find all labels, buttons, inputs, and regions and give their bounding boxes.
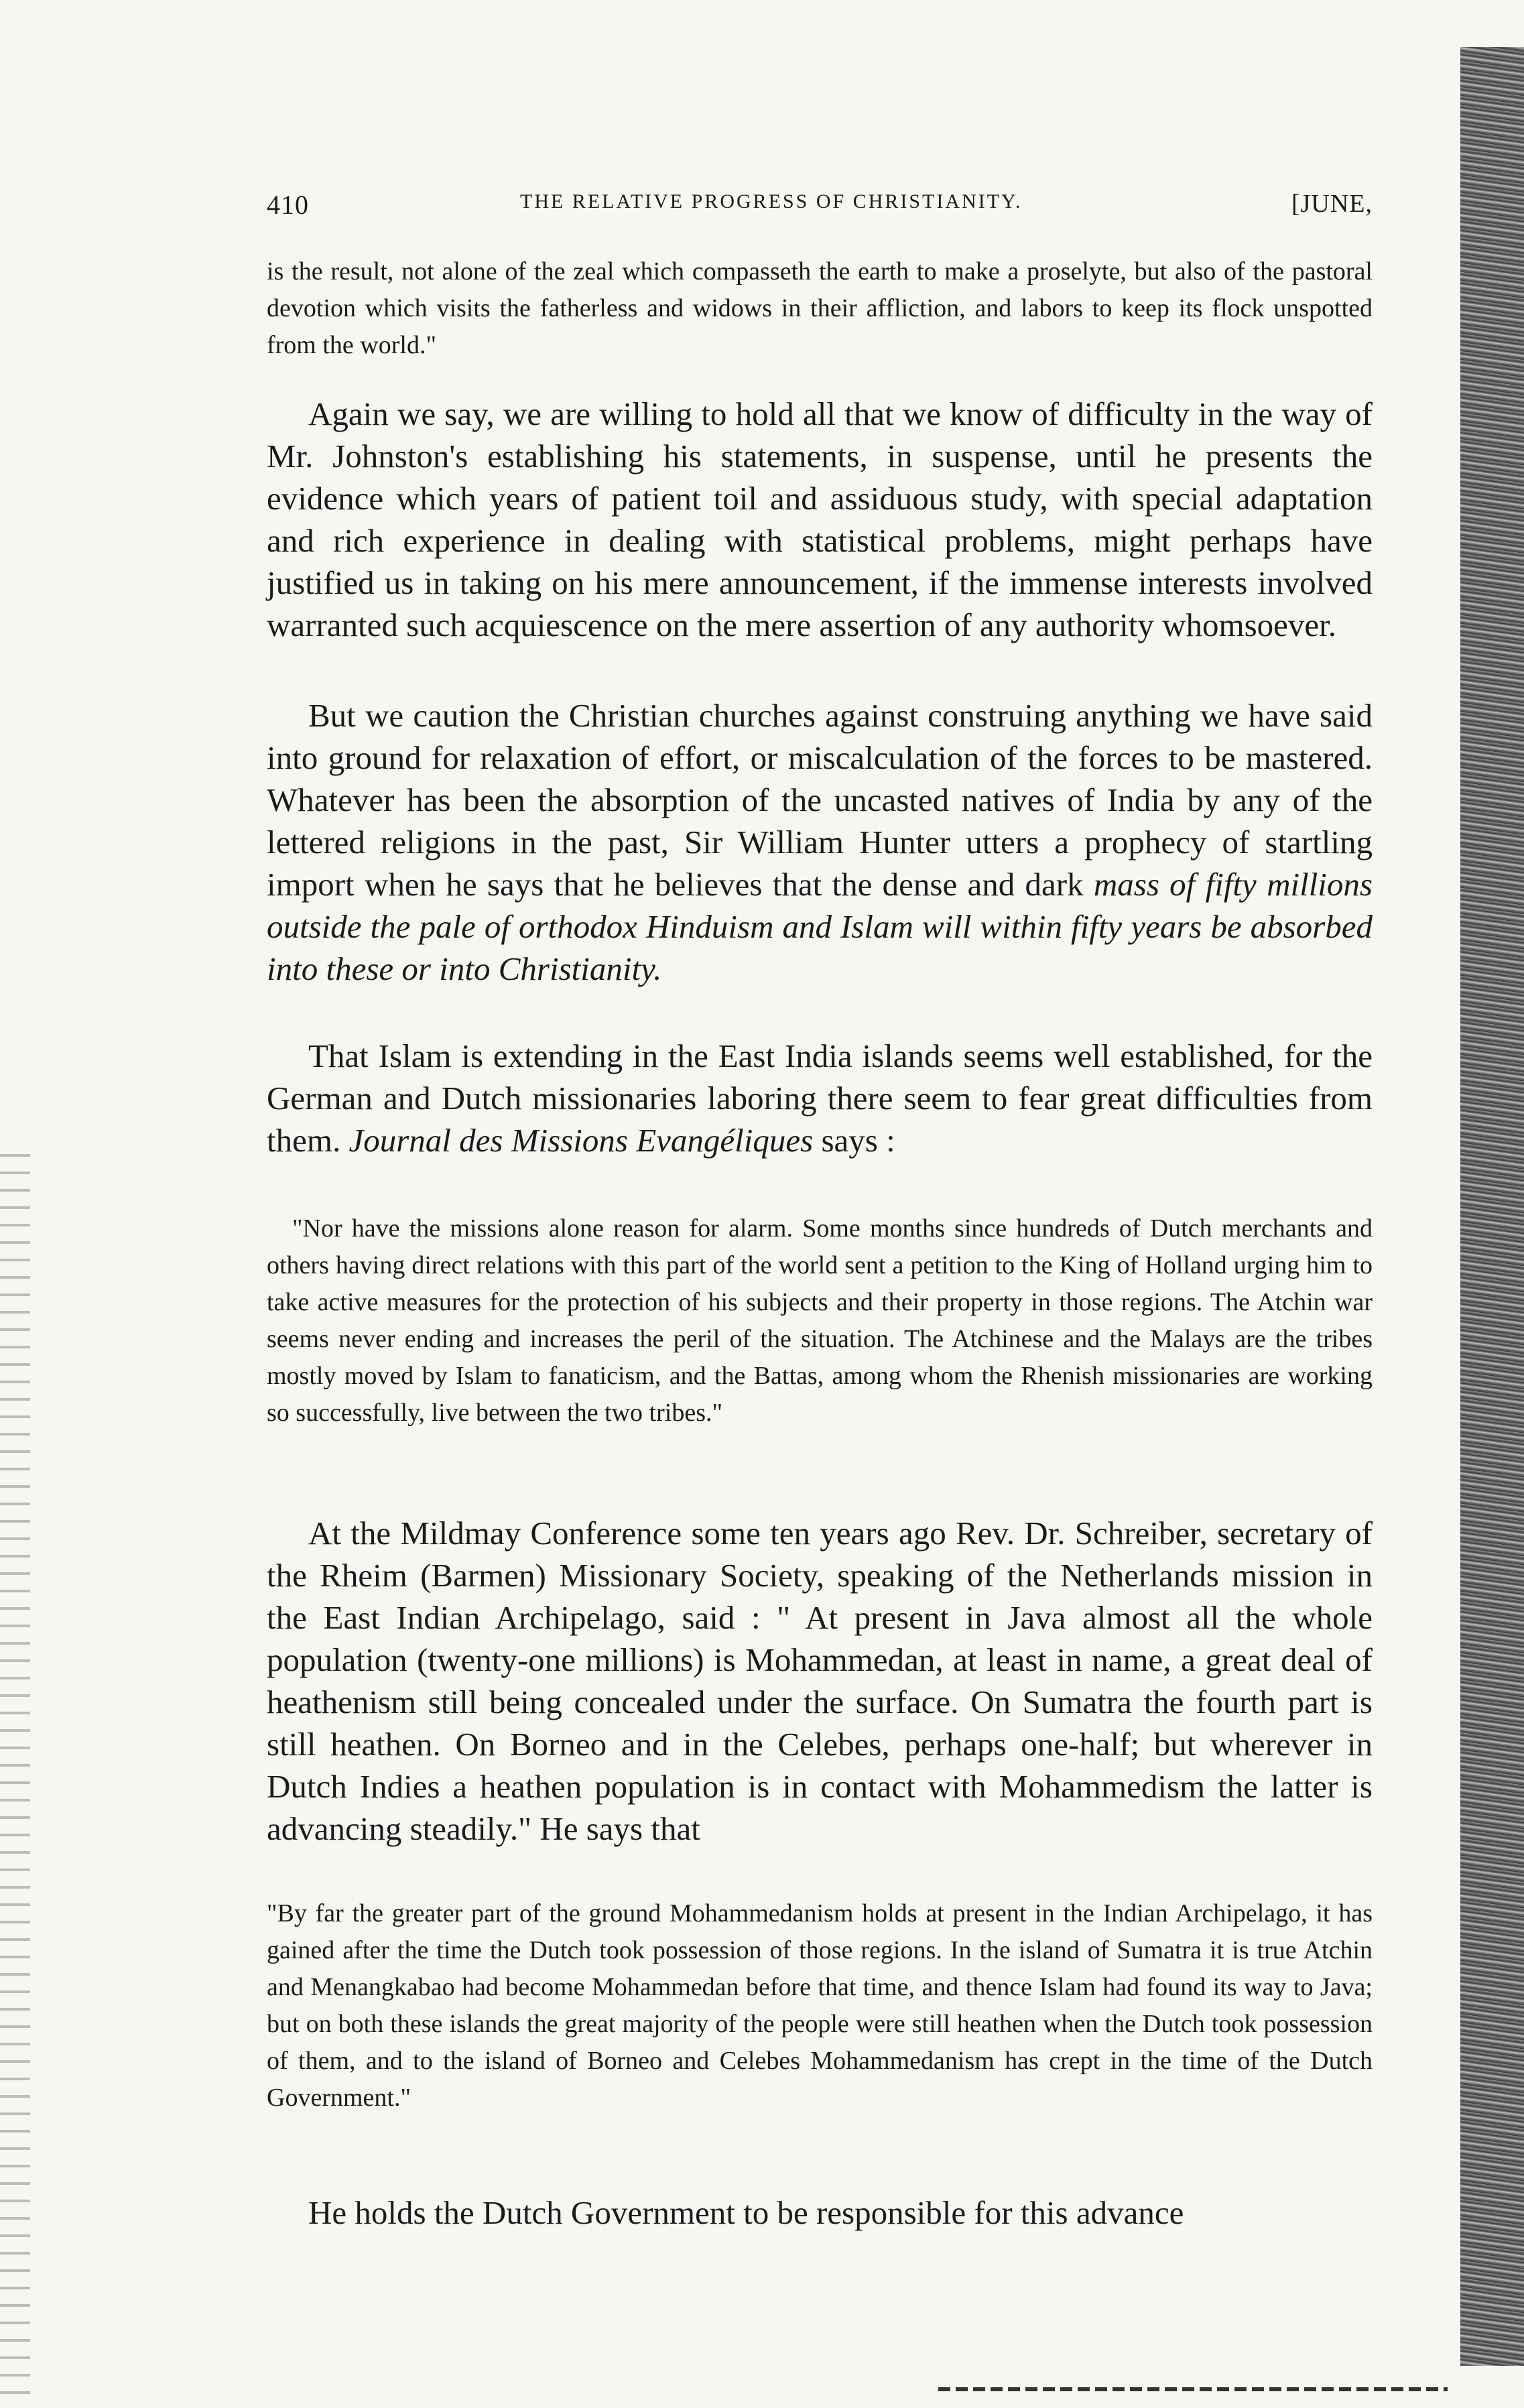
bottom-scan-rule	[938, 2387, 1448, 2391]
book-binding-edge	[1460, 47, 1524, 2366]
paragraph-johnston: Again we say, we are willing to hold all that we know of difficulty in the way of Mr. Johnston's establishing his statements, in suspense, until he presents the evidence which years of patient toil and assiduous study, with special adaptation and rich experience in dealing with statistical problems, might perhaps have justified us in taking on his mere announcement, if the immense interests involved warranted such acquiescence on the mere assertion of any authority whomsoever.	[267, 395, 1373, 643]
block-quote-schreiber: "By far the greater part of the ground Mohammedanism holds at present in the Indian Archipelago, it has gained after the time the Dutch took possession of those regions. In the island of Sumatra it is true Atchin and Menangkabao had become Mohammedan before that time, and thence Islam had found its way to Java; but on both these islands the great majority of the people were still heathen when the Dutch took possession of them, and to the island of Borneo and Celebes Mohammedanism has crept in the time of the Dutch Government."	[267, 1899, 1373, 2112]
journal-title-italic: Journal des Missions Evangéliques	[348, 1122, 814, 1159]
paragraph-mildmay: At the Mildmay Conference some ten years ago Rev. Dr. Schreiber, secretary of the Rheim (Barmen) Missionary Society, speaking of the Netherlands mission in the East Indian Archipelago, said : " At present in Java almost all the whole population (twenty-one millions) is Mohammedan, at least in name, a great deal of heathenism still being concealed under the surface. On Sumatra the fourth part is still heathen. On Borneo and in the Celebes, perhaps one-half; but wherever in Dutch Indies a heathen population is in contact with Mohammedism the latter is advancing steadily." He says that	[267, 1515, 1373, 1847]
page-number: 410	[267, 190, 309, 220]
page-header	[267, 189, 1373, 229]
paragraph-dutch-government: He holds the Dutch Government to be responsible for this advance	[308, 2194, 1184, 2231]
paragraph-islam-text: That Islam is extending in the East India islands seems well established, for the German and Dutch missionaries laboring there seem to fear great difficulties from them.	[267, 1037, 1373, 1159]
block-quote-journal: "Nor have the missions alone reason for alarm. Some months since hundreds of Dutch merchants and others having direct relations with this part of the world sent a petition to the King of Holland urging him to take active measures for the protection of his subjects and their property in those regions. The Atchin war seems never ending and increases the peril of the situation. The Atchinese and the Malays are the tribes mostly moved by Islam to fanaticism, and the Battas, among whom the Rhenish missionaries are working so successfully, live between the two tribes."	[267, 1214, 1373, 1427]
header-date: [JUNE,	[1291, 190, 1373, 218]
paragraph-caution	[267, 694, 1373, 990]
running-title: THE RELATIVE PROGRESS OF CHRISTIANITY.	[520, 190, 1023, 212]
paragraph-islam-tail: says :	[813, 1122, 895, 1159]
hunter-prophecy-italic: mass of fifty millions outside the pale of orthodox Hinduism and Islam will within fifty years be absorbed into these or into Christianity.	[267, 866, 1373, 987]
scan-margin-marks	[0, 1139, 30, 2399]
paragraph-continuation: is the result, not alone of the zeal which compasseth the earth to make a proselyte, but also of the pastoral devotion which visits the fatherless and widows in their affliction, and labors to keep its flock unspotted from the world."	[267, 257, 1373, 359]
paragraph-islam	[267, 1035, 1373, 1161]
paragraph-caution-text: But we caution the Christian churches against construing anything we have said into ground for relaxation of effort, or miscalculation of the forces to be mastered. Whatever has been the absorption of the uncasted natives of India by any of the lettered religions in the past, Sir William Hunter utters a prophecy of startling import when he says that he believes that the dense and dark	[267, 697, 1373, 903]
